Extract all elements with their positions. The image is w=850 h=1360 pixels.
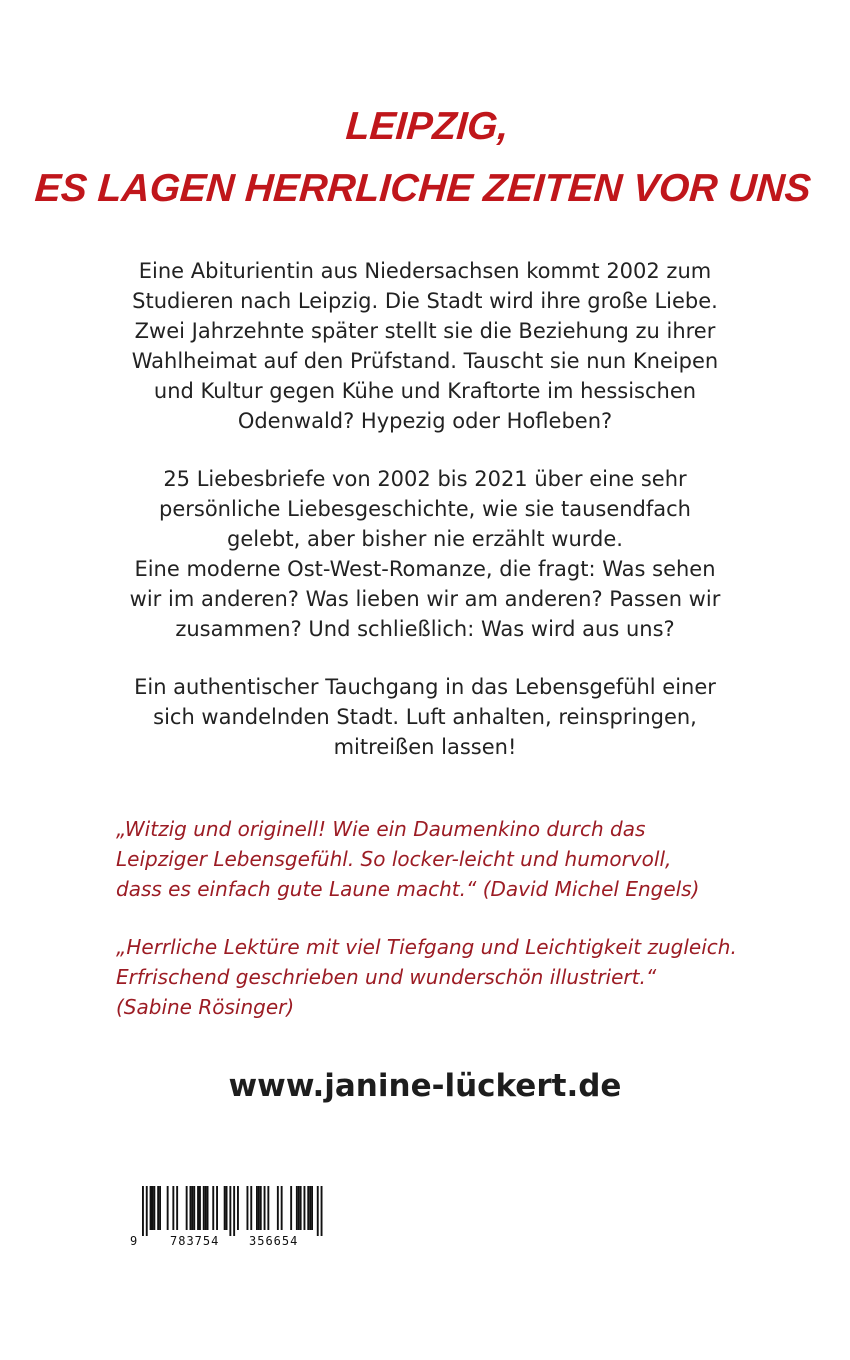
barcode-bar [226, 1186, 228, 1230]
review-quote-2 [116, 932, 796, 1022]
text-line: gelebt, aber bisher nie erzählt wurde. [227, 527, 623, 551]
barcode-bar [203, 1186, 205, 1230]
text-line: Wahlheimat auf den Prüfstand. Tauscht sie nun Kneipen [131, 349, 719, 373]
barcode-bar [304, 1186, 306, 1230]
text-line: 25 Liebesbriefe von 2002 bis 2021 über eine sehr [163, 467, 687, 491]
author-website: www.janine-lückert.de [228, 1068, 622, 1104]
barcode-bar [146, 1186, 148, 1236]
barcode-bar [298, 1186, 300, 1230]
quote-line: Leipziger Lebensgefühl. So locker-leicht und humorvoll, [116, 847, 672, 871]
text-line: Ein authentischer Tauchgang in das Lebensgefühl einer [134, 675, 716, 699]
barcode-bar [153, 1186, 155, 1230]
quote-line: dass es einfach gute Laune macht.“ (David Michel Engels) [116, 877, 700, 901]
barcode-group-2: 356654 [249, 1234, 299, 1248]
text-line: sich wandelnden Stadt. Luft anhalten, reinspringen, [153, 705, 697, 729]
barcode-bar [229, 1186, 231, 1236]
blurb-paragraph-1 [0, 256, 850, 436]
barcode-bar [193, 1186, 195, 1230]
barcode-bar [300, 1186, 302, 1230]
barcode-bar [264, 1186, 266, 1230]
barcode-bar [256, 1186, 258, 1230]
quote-line: (Sabine Rösinger) [116, 995, 295, 1019]
text-line: persönliche Liebesgeschichte, wie sie tausendfach [159, 497, 691, 521]
barcode-bar [186, 1186, 188, 1230]
isbn-barcode [130, 1186, 332, 1248]
barcode-bar [311, 1186, 313, 1230]
text-line: Zwei Jahrzehnte später stellt sie die Beziehung zu ihrer [134, 319, 716, 343]
barcode-bar [190, 1186, 192, 1230]
barcode-bar [260, 1186, 262, 1230]
barcode-bar [176, 1186, 178, 1230]
barcode-bar [172, 1186, 174, 1230]
text-line: und Kultur gegen Kühe und Kraftorte im hessischen [153, 379, 697, 403]
barcode-bar [290, 1186, 292, 1230]
text-line: zusammen? Und schließlich: Was wird aus uns? [175, 617, 675, 641]
blurb-paragraph-3 [0, 672, 850, 762]
title-line-2: ES LAGEN HERRLICHE ZEITEN VOR UNS [33, 167, 813, 210]
barcode-bars [142, 1186, 323, 1236]
text-line: mitreißen lassen! [333, 735, 517, 759]
blurb-paragraph-2 [0, 464, 850, 644]
quote-line: „Witzig und originell! Wie ein Daumenkino durch das [116, 817, 646, 841]
barcode-bar [157, 1186, 159, 1230]
text-line: Eine moderne Ost-West-Romanze, die fragt: Was sehen [134, 557, 716, 581]
barcode-bar [321, 1186, 323, 1236]
barcode-bar [309, 1186, 311, 1230]
barcode-bar [216, 1186, 218, 1230]
text-line: Odenwald? Hypezig oder Hofleben? [237, 409, 613, 433]
book-title [0, 96, 850, 220]
barcode-bar [159, 1186, 161, 1230]
barcode-bar [317, 1186, 319, 1236]
barcode-bar [224, 1186, 226, 1230]
barcode-bar [307, 1186, 309, 1230]
barcode-first-digit: 9 [130, 1234, 138, 1248]
quote-line: „Herrliche Lektüre mit viel Tiefgang und Leichtigkeit zugleich. [116, 935, 737, 959]
barcode-bar [277, 1186, 279, 1230]
barcode-group-1: 783754 [170, 1234, 220, 1248]
title-line-1: LEIPZIG, [344, 105, 510, 148]
barcode-bar [150, 1186, 152, 1230]
barcode-bar [191, 1186, 193, 1230]
barcode-bar [281, 1186, 283, 1230]
barcode-bar [267, 1186, 269, 1230]
barcode-bar [197, 1186, 199, 1230]
barcode-bar [250, 1186, 252, 1230]
barcode-bar [167, 1186, 169, 1230]
barcode-bar [142, 1186, 144, 1236]
barcode-bar [205, 1186, 207, 1230]
text-line: Studieren nach Leipzig. Die Stadt wird ihre große Liebe. [132, 289, 718, 313]
text-line: Eine Abiturientin aus Niedersachsen kommt 2002 zum [138, 259, 712, 283]
barcode-bar [199, 1186, 201, 1230]
barcode-bar [152, 1186, 154, 1230]
barcode-bar [296, 1186, 298, 1230]
barcode-bar [247, 1186, 249, 1230]
barcode-bar [212, 1186, 214, 1230]
text-line: wir im anderen? Was lieben wir am anderen? Passen wir [129, 587, 721, 611]
barcode-bar [237, 1186, 239, 1230]
barcode-bar [233, 1186, 235, 1236]
barcode-bar [258, 1186, 260, 1230]
review-quote-1 [116, 814, 796, 904]
quote-line: Erfrischend geschrieben und wunderschön illustriert.“ [116, 965, 657, 989]
barcode-bar [207, 1186, 209, 1230]
